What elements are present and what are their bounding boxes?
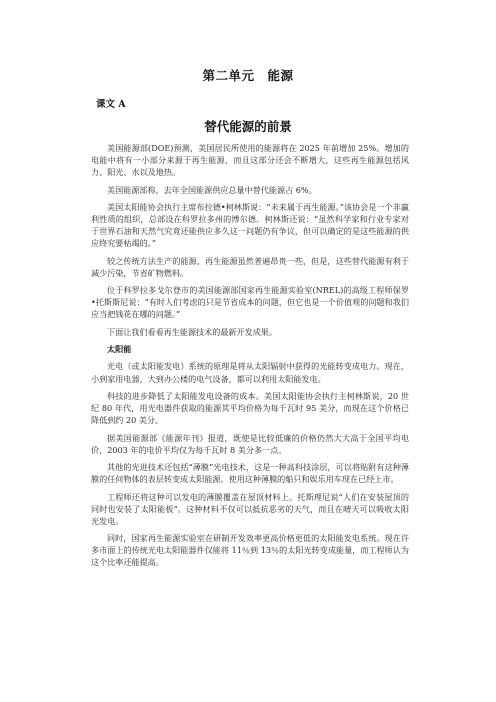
paragraph: 美国太阳能协会执行主席布拉德•柯林斯说：“未来属于再生能源。”该协会是一个非赢利性质的组织，总部设在科罗拉多州的博尔德。柯林斯还说：“虽然科学家和行业专家对于世界石油和天然气究竟还能供应多久这一问题仍有争议，但可以确定的是这些能源的供应终究要枯竭的。” [91, 201, 409, 249]
article-title: 替代能源的前景 [204, 119, 292, 134]
paragraph: 工程师还将这种可以发电的薄膜覆盖在屋顶材料上。托斯理尼说“人们在安装屋顶的同时也安装了太阳能板”。这种材料不仅可以抵抗恶劣的天气，而且在晴天可以吸收太阳光发电。 [91, 491, 409, 526]
paragraph: 科技的进步降低了太阳能发电设备的成本。美国太阳能协会执行主柯林斯说，20 世纪 80 年代，用光电器件获取的能源其平均价格为每千瓦时 95 美分，而现在这个价格已降低到约 20 美分。 [91, 390, 409, 426]
paragraph: 光电（或太阳能发电）系统的原理是将从太阳辐射中获得的光能转变成电力。现在，小到家用电器，大到办公楼的电气设备，都可以利用太阳能发电。 [91, 361, 409, 384]
paragraph: 位于科罗拉多戈尔登市的美国能源部国家再生能源实验室(NREL)的高级工程师保罗•托斯斯尼说：“有时人们考虑的只是节省成本的问题，但它也是一个价值观的问题和我们应当把钱花在哪的问题。” [91, 285, 409, 320]
section-heading: 太阳能 [107, 344, 132, 355]
paragraph: 其他的光进技术还包括“薄膜”光电技术，这是一种高科技涂层，可以将贴附有这种薄膜的任何物体的表层转变成太阳能源。使用这种薄膜的船只和娱乐用车现在已经上市。 [91, 462, 409, 485]
unit-title: 第二单元 能源 [202, 68, 294, 83]
paragraph: 据美国能源部《能源年刊》报道，既使是比较低廉的价格仍然大大高于全国平均电价，2003 年的电价平均仅为每千瓦时 8 美分多一点。 [91, 432, 409, 455]
article-body [91, 142, 409, 574]
paragraph: 较之传统方法生产的能源，再生能源虽然普遍昂贵一些，但是，这些替代能源有利于减少污染，节省矿物燃料。 [91, 255, 409, 278]
paragraph: 美国能源部(DOE)预测，美国居民所使用的能源将在 2025 年前增加 25%。增加的电能中将有一小部分来源于再生能源，而且这部分还会不断增大，这些再生能源包括风力、阳光、水以及地热。 [91, 143, 409, 178]
paragraph: 同时，国家再生能源实验室在研制开发效率更高价格更低的太阳能发电系统。现在许多市面上的传统光电太阳能器件仅能将 11％到 13％的太阳光转变成能量，而工程师认为这个比率还能提高。 [91, 533, 409, 568]
paragraph: 下面让我们看看再生能源技术的最新开发成果。 [107, 326, 277, 337]
lesson-label: 课文 A [96, 99, 126, 110]
paragraph: 美国能源部称，去年全国能源供应总量中替代能源占 6%。 [107, 184, 317, 195]
